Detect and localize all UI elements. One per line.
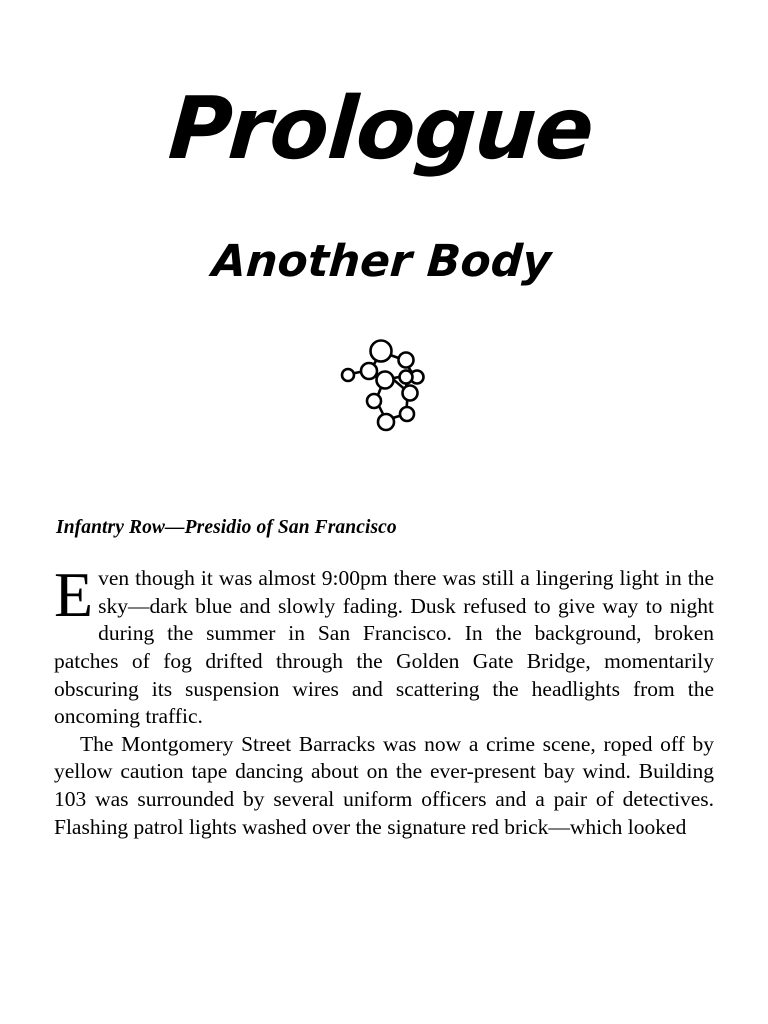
body-paragraph-1	[52, 539, 716, 731]
molecule-ornament-icon	[324, 330, 444, 445]
chapter-subtitle: Another Body	[210, 236, 553, 287]
drop-cap: E	[54, 559, 94, 630]
ornament-container	[52, 284, 716, 445]
page-title: Prologue	[165, 79, 597, 179]
paragraph-text: ven though it was almost 9:00pm there was still a lingering light in the sky—dark blue and slowly fading. Dusk refused to give way to night during the summer in San Francisco. In the background, broken patches of fog drifted through the Golden Gate Bridge, momentarily obscuring its suspension wires and scattering the headlights from the oncoming traffic.	[54, 566, 714, 729]
body-paragraph-2: The Montgomery Street Barracks was now a crime scene, roped off by yellow caution tape dancing about on the ever-present bay wind. Building 103 was surrounded by several uniform officers and a pair of detectives. Flashing patrol lights washed over the signature red brick—which looked	[54, 731, 714, 839]
section-heading: Infantry Row—Presidio of San Francisco	[56, 517, 397, 538]
